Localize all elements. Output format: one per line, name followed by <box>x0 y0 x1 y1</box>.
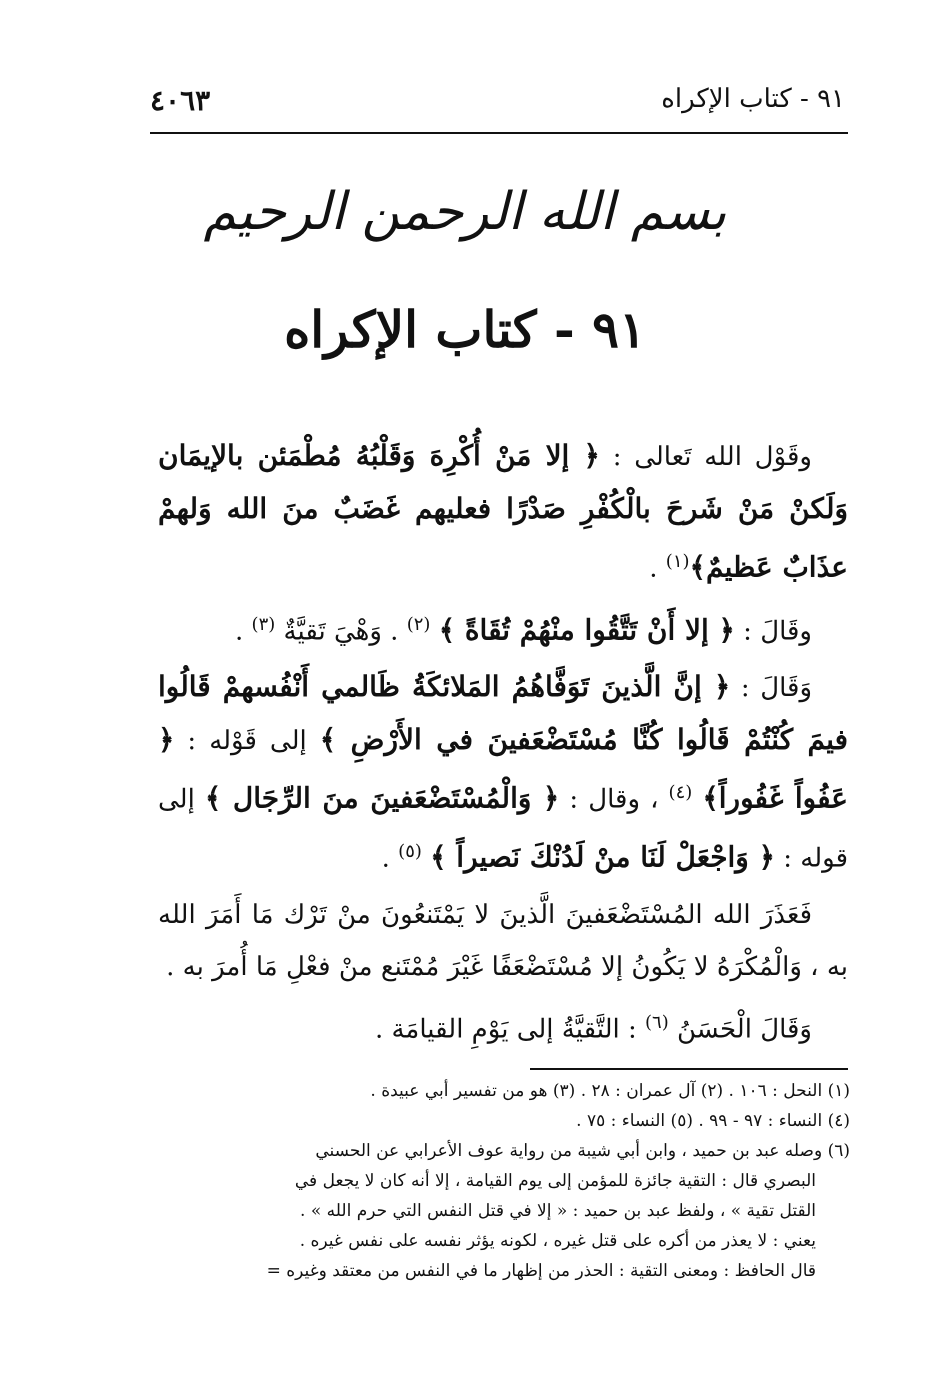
paragraph-5 <box>158 997 848 1056</box>
footnote-ref: (٤) <box>668 782 693 804</box>
quran-quote: ﴿ عَفُواً غَفُوراً﴾ <box>158 723 849 815</box>
paragraph-1-intro: وقَوْل الله تَعالى : <box>599 442 812 472</box>
footnote-ref: (٥) <box>398 840 422 862</box>
footnote-separator <box>530 1068 848 1070</box>
paragraph-3-mid1: إلى قَوْله : <box>174 726 320 757</box>
quran-quote: ﴿ وَاجْعَلْ لَنَا منْ لَدُنْكَ نَصيراً ﴾ <box>430 840 775 874</box>
footnote-ref: (٣) <box>251 613 276 635</box>
paragraph-5-end: : التَّقيَّةُ إلى يَوْمِ القيامَة . <box>374 1014 646 1045</box>
paragraph-5-intro: وَقَالَ الْحَسَنُ <box>668 1014 812 1045</box>
paragraph-1 <box>158 430 848 595</box>
main-text <box>158 430 848 1059</box>
footnote-line: يعني : لا يعذر من أكره على قتل غيره ، لكونه يؤثر نفسه على نفس غيره . <box>299 1231 816 1251</box>
paragraph-1-end: . <box>649 553 666 584</box>
header-rule <box>150 132 848 134</box>
chapter-title: ٩١ - كتاب الإكراه <box>284 300 646 359</box>
footnote-ref: (٦) <box>645 1011 669 1033</box>
footnote-line: القتل تقية » ، ولفظ عبد بن حميد : « إلا في قتل النفس التي حرم الله » . <box>300 1201 816 1221</box>
quran-quote: ﴿ إلا أَنْ تَتَّقُوا منْهُمْ تُقَاةً ﴾ <box>438 613 735 647</box>
paragraph-3 <box>158 661 848 884</box>
paragraph-2-intro: وقَالَ : <box>734 616 812 647</box>
quran-quote: ﴿ وَالْمُسْتَضْعَفينَ منَ الرِّجَال ﴾ <box>204 781 560 815</box>
paragraph-3-mid2: ، وقال : <box>559 784 669 815</box>
quran-quote: ﴿ إلا مَنْ أُكْرِهَ وَقَلْبُهُ مُطْمَئن بالإيمَان وَلَكنْ مَنْ شَرحَ بالْكُفْرِ صَدْرًا فعليهم غَضَبٌ منَ الله وَلهمْ عذَابٌ عَظيمٌ﴾ <box>158 439 848 584</box>
running-header <box>150 82 845 132</box>
quran-quote: ﴿ إنَّ الَّذينَ تَوَفَّاهُمُ المَلائكَةُ ظَالمي أَنْفُسهمْ قَالُوا فيمَ كُنْتُمْ قَالُوا كُنَّا مُسْتَضْعَفينَ في الأَرْضِ ﴾ <box>158 670 849 757</box>
footnote-ref: (٢) <box>406 613 431 635</box>
footnote-line: (٦) وصله عبد بن حميد ، وابن أبي شيبة من رواية عوف الأعرابي عن الحسني <box>315 1141 850 1161</box>
footnote-line: قال الحافظ : ومعنى التقية : الحذر من إظهار ما في النفس من معتقد وغيره = <box>266 1261 816 1281</box>
paragraph-3-intro: وَقَالَ : <box>730 673 813 704</box>
paragraph-3-end: . <box>381 843 399 874</box>
paragraph-2-end: . <box>235 616 252 647</box>
paragraph-3-mid3: إلى قوله : <box>158 784 848 874</box>
paragraph-4: فَعَذَرَ الله المُسْتَضْعَفينَ الَّذينَ لا يَمْتَنعُونَ منْ تَرْك مَا أَمَرَ الله به ، وَالْمُكْرَهُ لا يَكُونُ إلا مُسْتَضْعَفًا غَيْرَ مُمْتَنع منْ فعْلِ مَا أُمرَ به . <box>158 899 848 982</box>
basmala-calligraphy: بسم الله الرحمن الرحيم <box>203 182 727 242</box>
paragraph-2-mid: . وَهْيَ تَقيَّةٌ <box>275 616 407 647</box>
paragraph-2 <box>158 599 848 658</box>
page-number: ٤٠٦٣ <box>150 84 211 117</box>
footnote-line: البصري قال : التقية جائزة للمؤمن إلى يوم القيامة ، إلا أنه كان لا يجعل في <box>294 1171 816 1191</box>
footnote-line: (٤) النساء : ٩٧ - ٩٩ . (٥) النساء : ٧٥ . <box>576 1111 850 1131</box>
footnotes <box>160 1078 850 1288</box>
footnote-ref: (١) <box>665 551 690 572</box>
footnote-line: (١) النحل : ١٠٦ . (٢) آل عمران : ٢٨ . (٣) هو من تفسير أبي عبيدة . <box>370 1081 850 1101</box>
running-header-title: ٩١ - كتاب الإكراه <box>661 84 845 114</box>
